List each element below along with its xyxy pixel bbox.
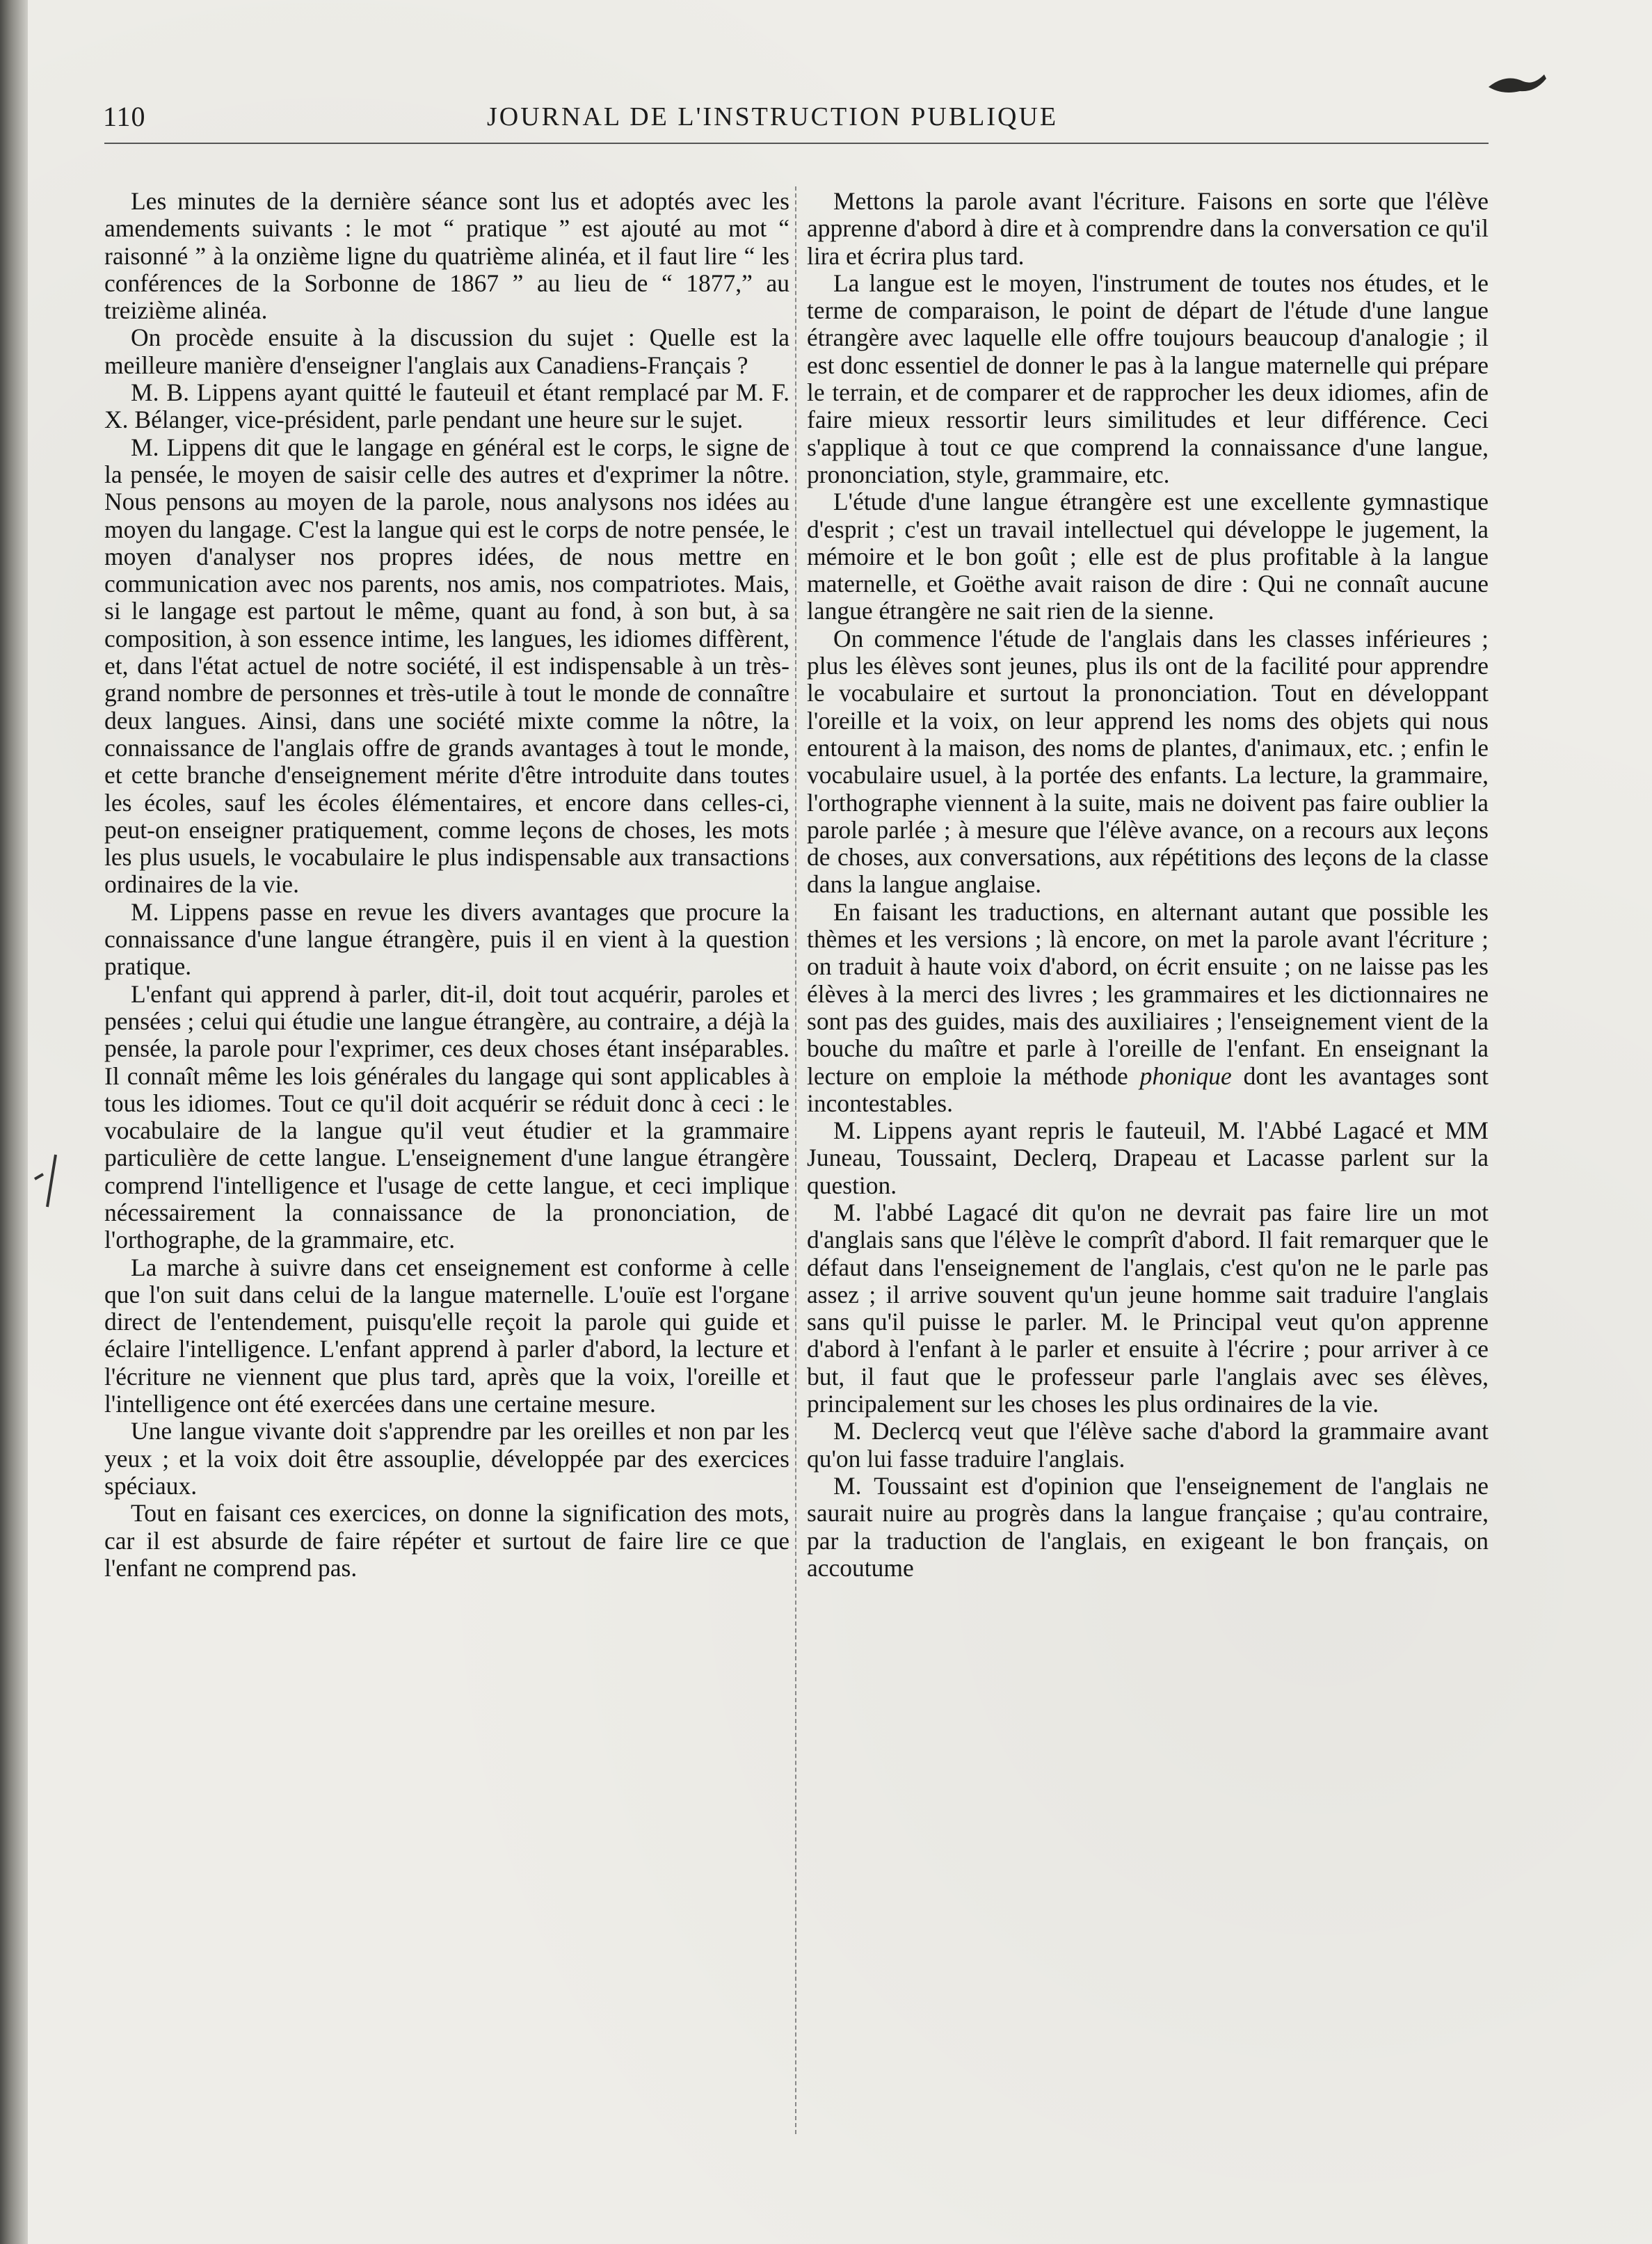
paragraph: Tout en faisant ces exercices, on donne la signification des mots, car il est absurde de faire répéter et surtout de faire lire ce que l'enfant ne comprend pas. (104, 1499, 789, 1582)
italic-term: phonique (1139, 1061, 1232, 1090)
paragraph: L'enfant qui apprend à parler, dit-il, doit tout acquérir, paroles et pensées ; celui qui étudie une langue étrangère, au contraire, a déjà la pensée, la parole pour l'exprimer, ces deux choses étant inséparables. Il connaît même les lois générales du langage qui sont applicables à tous les idiomes. Tout ce qu'il doit acquérir se réduit donc à ceci : le vocabulaire de la langue qu'il veut étudier et la grammaire particulière de cette langue. L'enseignement d'une langue étrangère comprend l'intelligence et l'usage de cette langue, et ceci implique nécessairement la connaissance de la prononciation, de l'orthographe, de la grammaire, etc. (104, 979, 789, 1254)
corner-stain-mark (1485, 66, 1548, 101)
paragraph: M. l'abbé Lagacé dit qu'on ne devrait pas faire lire un mot d'anglais sans que l'élève le comprît d'abord. Il fait remarquer que le défaut dans l'enseignement de l'anglais, c'est qu'on ne le parle pas assez ; il arrive souvent qu'un jeune homme sait traduire l'anglais sans qu'il puisse le parler. M. le Principal veut qu'on apprenne d'abord à l'enfant à le parler et ensuite à l'écrire ; pour arriver à ce but, il faut que le professeur parle l'anglais avec ses élèves, principalement sur les choses les plus ordinaires de la vie. (807, 1198, 1489, 1418)
paragraph: M. Declercq veut que l'élève sache d'abord la grammaire avant qu'on lui fasse traduire l'anglais. (807, 1417, 1489, 1473)
paragraph: M. Lippens passe en revue les divers avantages que procure la connaissance d'une langue étrangère, puis il en vient à la question pratique. (104, 897, 789, 981)
header-rule (104, 143, 1489, 144)
paragraph-text: dont les avantages sont incontestables. (807, 1061, 1489, 1117)
paragraph: On commence l'étude de l'anglais dans les classes inférieures ; plus les élèves sont jeunes, plus ils ont de la facilité pour apprendre le vocabulaire et surtout la prononciation. Tout en développant l'oreille et la voix, on leur apprend les noms des objets qui nous entourent à la maison, des noms de plantes, d'animaux, etc. ; enfin le vocabulaire usuel, à la portée des enfants. La lecture, la grammaire, l'orthographe viennent à la suite, mais ne doivent pas faire oublier la parole parlée ; à mesure que l'élève avance, on a recours aux leçons de choses, aux conversations, aux répétitions des leçons de la classe dans la langue anglaise. (807, 624, 1489, 899)
journal-title: JOURNAL DE L'INSTRUCTION PUBLIQUE (487, 102, 1059, 131)
paragraph: La langue est le moyen, l'instrument de toutes nos études, et le terme de comparaison, le point de départ de l'étude d'une langue étrangère avec laquelle elle offre toujours beaucoup d'analogie ; il est donc essentiel de donner le pas à la langue maternelle qui prépare le terrain, et de comparer et de rapprocher les deux idiomes, afin de faire mieux ressortir leurs similitudes et leur différence. Ceci s'applique à tout ce que comprend la connaissance d'une langue, prononciation, style, grammaire, etc. (807, 269, 1489, 488)
paragraph: M. Toussaint est d'opinion que l'enseignement de l'anglais ne saurait nuire au progrès dans la langue française ; qu'au contraire, par la traduction de l'anglais, en exigeant le bon français, on accoutume (807, 1471, 1489, 1582)
right-column (807, 188, 1489, 1582)
column-divider (795, 186, 796, 2134)
left-column (104, 188, 789, 1582)
paragraph: M. Lippens ayant repris le fauteuil, M. l'Abbé Lagacé et MM Juneau, Toussaint, Declerq, Drapeau et Lacasse parlent sur la question. (807, 1116, 1489, 1199)
paragraph (807, 899, 1489, 1117)
page-header (97, 97, 1489, 139)
paragraph: Une langue vivante doit s'apprendre par les oreilles et non par les yeux ; et la voix doit être assouplie, développée par des exercices spéciaux. (104, 1417, 789, 1500)
paragraph: M. B. Lippens ayant quitté le fauteuil et étant remplacé par M. F. X. Bélanger, vice-président, parle pendant une heure sur le sujet. (104, 378, 789, 434)
paragraph: Les minutes de la dernière séance sont lus et adoptés avec les amendements suivants : le mot “ pratique ” est ajouté au mot “ raisonné ” à la onzième ligne du quatrième alinéa, et il faut lire “ les conférences de la Sorbonne de 1867 ” au lieu de “ 1877,” au treizième alinéa. (104, 187, 789, 325)
paragraph: La marche à suivre dans cet enseignement est conforme à celle que l'on suit dans celui de la langue maternelle. L'ouïe est l'organe direct de l'entendement, puisqu'elle reçoit la parole qui guide et éclaire l'intelligence. L'enfant apprend à parler d'abord, la lecture et l'écriture ne viennent que plus tard, après que la voix, l'oreille et l'intelligence ont été exercées dans une certaine mesure. (104, 1253, 789, 1418)
paragraph-text: En faisant les traductions, en alternant autant que possible les thèmes et les versions ; là encore, on met la parole avant l'écriture ; on traduit à haute voix d'abord, on écrit ensuite ; on ne laisse pas les élèves à la merci des livres ; les grammaires et les dictionnaires ne sont pas des guides, mais des auxiliaires ; l'enseignement vient de la bouche du maître et parle à l'oreille de l'enfant. En enseignant la lecture on emploie la méthode (807, 897, 1489, 1090)
margin-pencil-mark (28, 1148, 83, 1210)
paragraph: M. Lippens dit que le langage en général est le corps, le signe de la pensée, le moyen de saisir celle des autres et d'exprimer la nôtre. Nous pensons au moyen de la parole, nous analysons nos idées au moyen du langage. C'est la langue qui est le corps de notre pensée, le moyen d'analyser nos propres idées, de nous mettre en communication avec nos parents, nos amis, nos compatriotes. Mais, si le langage est partout le même, quant au fond, à son but, à sa composition, à son essence intime, les langues, les idiomes diffèrent, et, dans l'état actuel de notre société, il est indispensable à un très-grand nombre de personnes et très-utile à tout le monde de connaître deux langues. Ainsi, dans une société mixte comme la nôtre, la connaissance de l'anglais offre de grands avantages à tout le monde, et cette branche d'enseignement mérite d'être introduite dans toutes les écoles, sauf les écoles élémentaires, et encore dans celles-ci, peut-on enseigner pratiquement, comme leçons de choses, les mots les plus usuels, le vocabulaire le plus indispensable aux transactions ordinaires de la vie. (104, 433, 789, 899)
page-binding-edge (0, 0, 28, 2244)
paragraph: L'étude d'une langue étrangère est une excellente gymnastique d'esprit ; c'est un travail intellectuel qui développe le jugement, la mémoire et le bon goût ; elle est de plus profitable à la langue maternelle, et Goëthe avait raison de dire : Qui ne connaît aucune langue étrangère ne sait rien de la sienne. (807, 488, 1489, 625)
paragraph: On procède ensuite à la discussion du sujet : Quelle est la meilleure manière d'enseigner l'anglais aux Canadiens-Français ? (104, 323, 789, 379)
page-number: 110 (103, 101, 146, 132)
paragraph: Mettons la parole avant l'écriture. Faisons en sorte que l'élève apprenne d'abord à dire et à comprendre dans la conversation ce qu'il lira et écrira plus tard. (807, 187, 1489, 270)
